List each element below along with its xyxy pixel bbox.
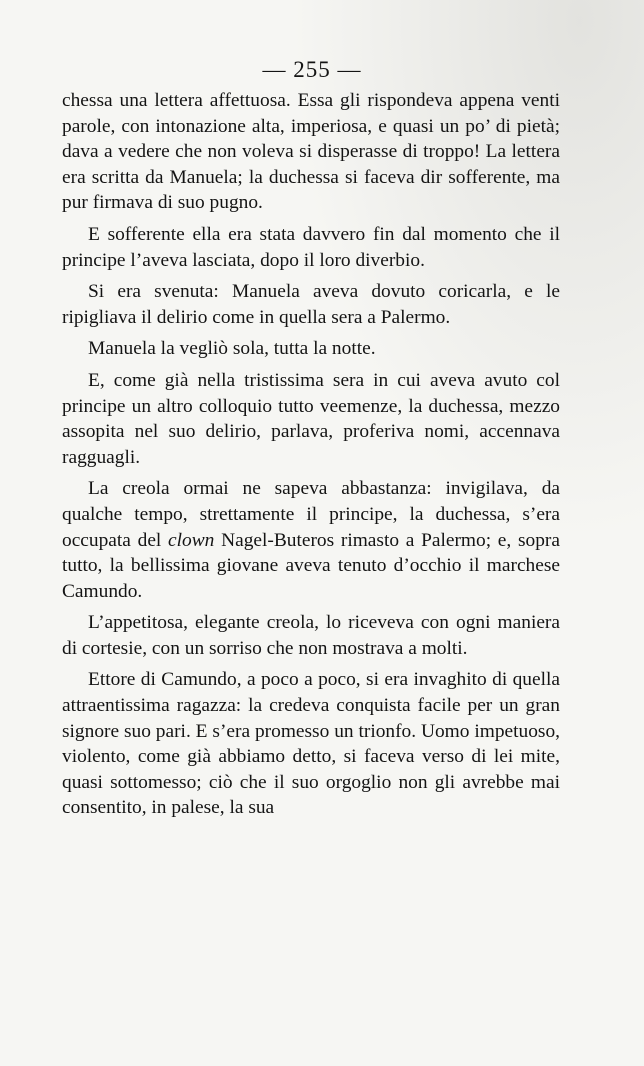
italic-word-clown: clown [168, 529, 215, 551]
paragraph-8: Ettore di Camundo, a poco a poco, si era invaghito di quella attraentissima ragazza: la credeva conquista facile per un gran signore suo pari. E s’era promesso un trionfo. Uomo impetuoso, violento, come già abbiamo detto, si faceva verso di lei mite, quasi sottomesso; ciò che il suo orgoglio non gli avrebbe mai consentito, in palese, la sua [62, 669, 560, 819]
paragraph-6-part-2: Nagel-Buteros rimasto a Palermo; e, sopra tutto, la bellissima giovane aveva tenuto d’occhio il marchese Camundo. [62, 529, 560, 602]
body-text [62, 88, 560, 827]
paragraph-6 [62, 476, 560, 604]
paragraph-4: Manuela la vegliò sola, tutta la notte. [88, 338, 376, 360]
page-number: — 255 — [262, 57, 362, 82]
paragraph-5: E, come già nella tristissima sera in cui aveva avuto col principe un altro colloquio tutto veemenze, la duchessa, mezzo assopita nel suo delirio, parlava, proferiva nomi, accennava ragguagli. [62, 369, 560, 468]
paragraph-3: Si era svenuta: Manuela aveva dovuto coricarla, e le ripigliava il delirio come in quella sera a Palermo. [62, 281, 560, 328]
paragraph-6-part-1: La creola ormai ne sapeva abbastanza: invigilava, da qualche tempo, strettamente il principe, la duchessa, s’era occupata del [62, 478, 560, 551]
paragraph-1: chessa una lettera affettuosa. Essa gli rispondeva appena venti parole, con intonazione alta, imperiosa, e quasi un po’ di pietà; dava a vedere che non voleva si disperasse di troppo! La lettera era scritta da Manuela; la duchessa si faceva dir sofferente, ma pur firmava di suo pugno. [62, 90, 560, 214]
paragraph-7: L’appetitosa, elegante creola, lo riceveva con ogni maniera di cortesie, con un sorriso che non mostrava a molti. [62, 612, 560, 659]
paragraph-2: E sofferente ella era stata davvero fin dal momento che il principe l’aveva lasciata, dopo il loro diverbio. [62, 223, 560, 271]
